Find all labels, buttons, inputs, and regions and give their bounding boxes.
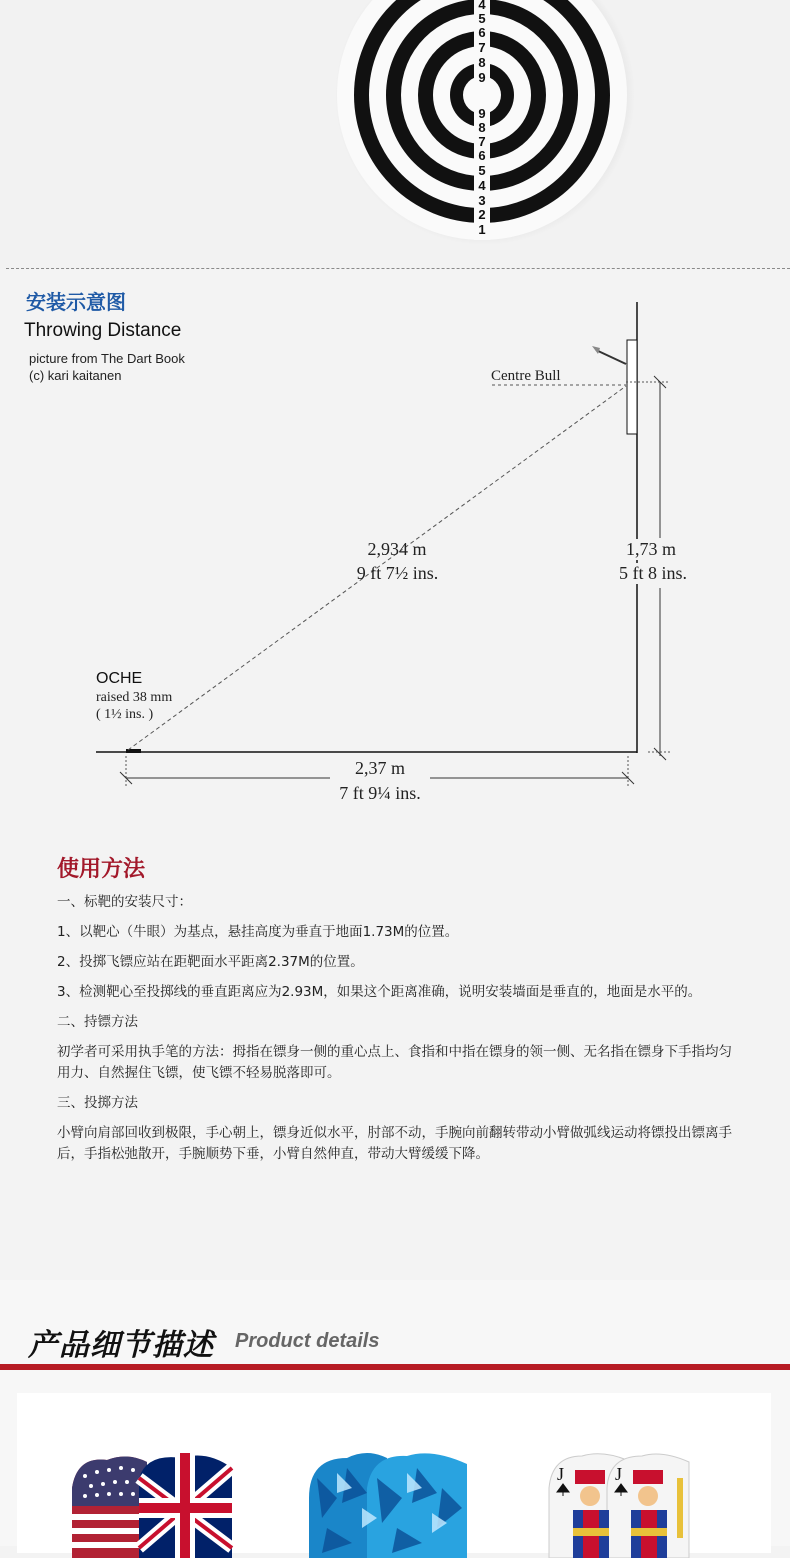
svg-text:J: J bbox=[557, 1464, 565, 1484]
board-number: 6 bbox=[478, 25, 486, 40]
usage-line: 一、标靶的安装尺寸： bbox=[57, 894, 192, 910]
svg-text:J: J bbox=[615, 1464, 623, 1484]
board-number: 6 bbox=[478, 148, 486, 163]
usage-line: 1、以靶心（牛眼）为基点，悬挂高度为垂直于地面1.73M的位置。 bbox=[57, 924, 459, 940]
board-number: 8 bbox=[478, 55, 486, 70]
board-number: 4 bbox=[478, 0, 486, 12]
oche-inch: ( 1½ ins. ) bbox=[96, 707, 154, 722]
usage-line: 三、投掷方法 bbox=[57, 1095, 138, 1111]
flag-flights-icon[interactable] bbox=[67, 1448, 237, 1558]
height-imperial: 5 ft 8 ins. bbox=[608, 563, 698, 584]
details-title-cn: 产品细节描述 bbox=[28, 1328, 214, 1363]
section-divider bbox=[6, 268, 790, 269]
usage-section bbox=[0, 830, 790, 1280]
oche-label: OCHE bbox=[96, 670, 143, 687]
oche-raised: raised 38 mm bbox=[96, 690, 173, 705]
board-number: 3 bbox=[478, 193, 486, 208]
hypotenuse-metric: 2,934 m bbox=[367, 539, 427, 559]
board-number: 5 bbox=[478, 163, 486, 178]
centre-bull-label: Centre Bull bbox=[491, 368, 561, 384]
jack-card-flights-icon[interactable] bbox=[547, 1448, 717, 1558]
usage-text bbox=[57, 892, 737, 1174]
base-metric: 2,37 m bbox=[330, 758, 430, 779]
base-imperial: 7 ft 9¼ ins. bbox=[339, 783, 421, 803]
board-number: 7 bbox=[478, 40, 486, 55]
usage-line: 初学者可采用执手笔的方法：拇指在镖身一侧的重心点上、食指和中指在镖身的领一侧、无名指在镖身下手指均匀用力、自然握住飞镖，使飞镖不轻易脱落即可。 bbox=[57, 1044, 732, 1081]
dartboard-area bbox=[0, 0, 790, 268]
diagram-heading: 安装示意图 bbox=[26, 290, 126, 314]
board-number: 1 bbox=[478, 222, 486, 237]
board-number: 7 bbox=[478, 134, 486, 149]
board-number: 9 bbox=[478, 70, 486, 85]
credit-line-2: (c) kari kaitanen bbox=[29, 368, 122, 383]
usage-line: 3、检测靶心至投掷线的垂直距离应为2.93M，如果这个距离准确，说明安装墙面是垂直的，地面是水平的。 bbox=[57, 984, 702, 1000]
board-number: 8 bbox=[478, 120, 486, 135]
usage-line: 小臂向肩部回收到极限，手心朝上，镖身近似水平，肘部不动，手腕向前翻转带动小臂做弧线运动将镖投出镖离手后，手指松弛散开，手腕顺势下垂，小臂自然伸直，带动大臂缓缓下降。 bbox=[57, 1125, 732, 1162]
dartboard-icon bbox=[0, 0, 790, 268]
board-number: 2 bbox=[478, 207, 486, 222]
product-panel bbox=[17, 1393, 771, 1553]
details-title-en: Product details bbox=[235, 1330, 380, 1352]
board-number: 4 bbox=[478, 178, 486, 193]
hypotenuse-imperial: 9 ft 7½ ins. bbox=[356, 563, 439, 583]
product-details-section bbox=[0, 1280, 790, 1546]
usage-line: 二、持镖方法 bbox=[57, 1014, 138, 1030]
diagram-title: Throwing Distance bbox=[24, 320, 182, 341]
usage-heading: 使用方法 bbox=[57, 857, 146, 882]
throwing-distance-diagram bbox=[0, 270, 790, 830]
usage-line: 2、投掷飞镖应站在距靶面水平距离2.37M的位置。 bbox=[57, 954, 364, 970]
accent-bar bbox=[0, 1364, 790, 1370]
board-number: 5 bbox=[478, 11, 486, 26]
height-metric: 1,73 m bbox=[612, 539, 690, 560]
blue-crystal-flights-icon[interactable] bbox=[307, 1448, 477, 1558]
board-number: 9 bbox=[478, 106, 486, 121]
credit-line-1: picture from The Dart Book bbox=[29, 351, 185, 366]
